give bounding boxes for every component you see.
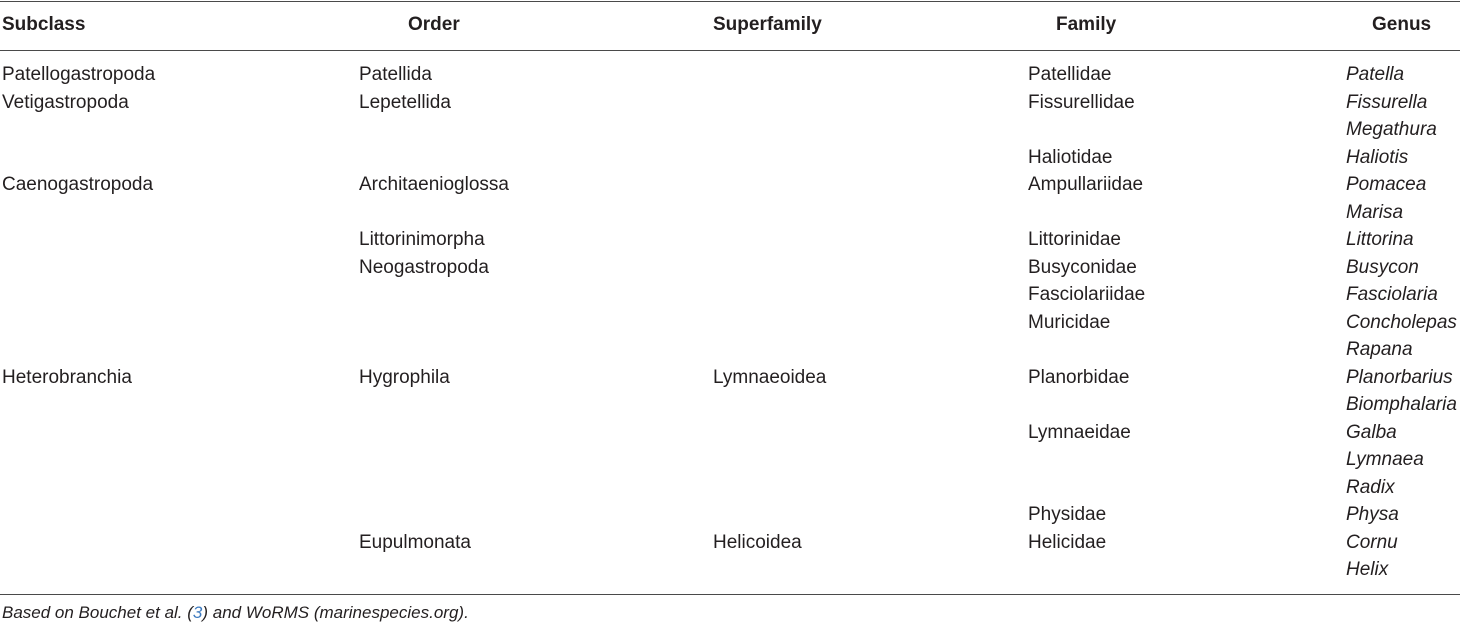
table-row [0, 89, 1460, 117]
table-row [0, 171, 1460, 199]
footnote-suffix: ) and WoRMS (marinespecies.org). [202, 603, 469, 622]
cell-subclass: Caenogastropoda [2, 174, 154, 195]
table-row [0, 281, 1460, 309]
table-bottom-rule [0, 594, 1460, 595]
cell-genus: Physa [1346, 504, 1399, 525]
cell-genus: Marisa [1346, 201, 1404, 223]
table-row [0, 226, 1460, 254]
cell-genus: Galba [1346, 421, 1397, 443]
cell-family: Littorinidae [1028, 229, 1121, 250]
cell-superfamily: Lymnaeoidea [713, 366, 827, 388]
cell-family: Fissurellidae [1028, 91, 1135, 113]
cell-family: Helicidae [1028, 531, 1107, 553]
table-row [0, 501, 1460, 529]
cell-genus: Pomacea [1346, 174, 1427, 195]
cell-family: Ampullariidae [1028, 174, 1144, 195]
cell-genus: Patella [1346, 64, 1405, 85]
table-row [0, 116, 1460, 144]
table-row [0, 474, 1460, 502]
cell-genus: Concholepas [1346, 311, 1457, 333]
cell-family: Fasciolariidae [1028, 284, 1146, 305]
cell-order: Hygrophila [359, 366, 450, 388]
cell-superfamily: Helicoidea [713, 531, 802, 553]
table-row [0, 309, 1460, 337]
cell-family: Muricidae [1028, 311, 1111, 333]
cell-genus: Megathura [1346, 119, 1437, 140]
header-family: Family [1056, 14, 1117, 35]
cell-genus: Radix [1346, 476, 1395, 498]
cell-genus: Busycon [1346, 256, 1419, 278]
cell-family: Haliotidae [1028, 146, 1113, 168]
table-row [0, 254, 1460, 282]
cell-genus: Littorina [1346, 229, 1414, 250]
cell-family: Patellidae [1028, 64, 1112, 85]
cell-genus: Biomphalaria [1346, 394, 1457, 415]
header-genus: Genus [1372, 14, 1432, 35]
cell-genus: Fasciolaria [1346, 284, 1438, 305]
cell-family: Lymnaeidae [1028, 421, 1131, 443]
cell-genus: Haliotis [1346, 146, 1409, 168]
table-row [0, 61, 1460, 89]
table-row [0, 199, 1460, 227]
table-row [0, 144, 1460, 172]
footnote-reference-link[interactable]: 3 [192, 603, 203, 622]
table-row [0, 391, 1460, 419]
cell-genus: Helix [1346, 559, 1389, 580]
table-body [0, 61, 1460, 584]
cell-genus: Lymnaea [1346, 449, 1424, 470]
table-row [0, 529, 1460, 557]
table-row [0, 364, 1460, 392]
cell-subclass: Heterobranchia [2, 366, 132, 388]
cell-order: Architaenioglossa [359, 174, 509, 195]
cell-genus: Fissurella [1346, 91, 1428, 113]
table-header [0, 0, 1460, 50]
cell-order: Patellida [359, 64, 432, 85]
header-superfamily: Superfamily [713, 14, 822, 35]
cell-genus: Cornu [1346, 531, 1398, 553]
cell-genus: Rapana [1346, 339, 1413, 360]
cell-subclass: Patellogastropoda [2, 64, 156, 85]
cell-order: Littorinimorpha [359, 229, 485, 250]
cell-family: Busyconidae [1028, 256, 1137, 278]
cell-genus: Planorbarius [1346, 366, 1453, 388]
table-row [0, 336, 1460, 364]
header-subclass: Subclass [2, 14, 86, 35]
cell-order: Eupulmonata [359, 531, 471, 553]
cell-order: Lepetellida [359, 91, 451, 113]
cell-family: Planorbidae [1028, 366, 1130, 388]
table-footnote [2, 603, 469, 623]
cell-family: Physidae [1028, 504, 1107, 525]
cell-subclass: Vetigastropoda [2, 91, 129, 113]
footnote-prefix: Based on Bouchet et al. ( [2, 603, 193, 622]
header-order: Order [408, 14, 460, 35]
table-row [0, 446, 1460, 474]
table-row [0, 556, 1460, 584]
cell-order: Neogastropoda [359, 256, 489, 278]
table-row [0, 419, 1460, 447]
table-header-rule [0, 50, 1460, 51]
